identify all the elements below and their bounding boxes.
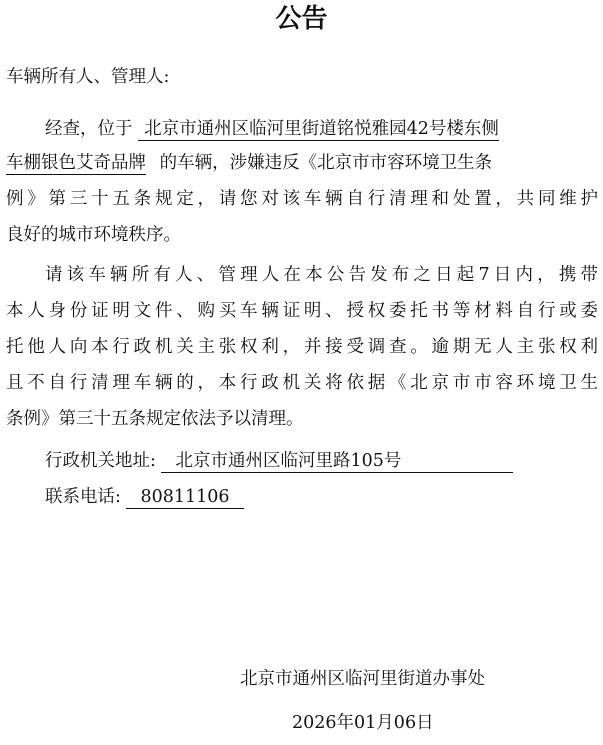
phone-value: 80811106 <box>126 486 243 509</box>
para1-line1 <box>45 116 598 142</box>
address-value: 北京市通州区临河里路105号 <box>161 450 513 473</box>
vehicle-location-part1: 北京市通州区临河里街道铭悦雅园42号楼东侧 <box>138 118 499 141</box>
para1-line3: 例》第三十五条规定，请您对该车辆自行清理和处置，共同维护 <box>6 189 598 209</box>
para2-line4: 且不自行清理车辆的，本行政机关将依据《北京市市容环境卫生 <box>6 373 598 393</box>
para2-line2: 本人身份证明文件、购买车辆证明、授权委托书等材料自行或委 <box>6 301 598 321</box>
para2-line5: 条例》第三十五条规定依法予以清理。 <box>6 409 304 429</box>
salutation: 车辆所有人、管理人: <box>6 67 170 87</box>
para2-line3: 托他人向本行政机关主张权利，并接受调查。逾期无人主张权利 <box>6 337 598 357</box>
para1-text-after-location: 的车辆，涉嫌违反《北京市市容环境卫生条 <box>159 153 493 173</box>
address-row <box>45 448 598 474</box>
para1-lead: 经查，位于 <box>45 119 133 139</box>
issue-date: 2026年01月06日 <box>292 713 434 733</box>
issuer-signature: 北京市通州区临河里街道办事处 <box>240 669 485 689</box>
para1-line2 <box>6 150 598 176</box>
vehicle-location-part2: 车棚银色艾奇品牌 <box>6 153 146 173</box>
para2-line1: 请该车辆所有人、管理人在本公告发布之日起7日内，携带 <box>45 265 598 285</box>
address-label: 行政机关地址: <box>45 451 156 471</box>
phone-label: 联系电话: <box>45 487 121 507</box>
page-title: 公告 <box>275 4 328 34</box>
phone-row <box>45 484 598 510</box>
para1-line4: 良好的城市环境秩序。 <box>6 225 181 245</box>
